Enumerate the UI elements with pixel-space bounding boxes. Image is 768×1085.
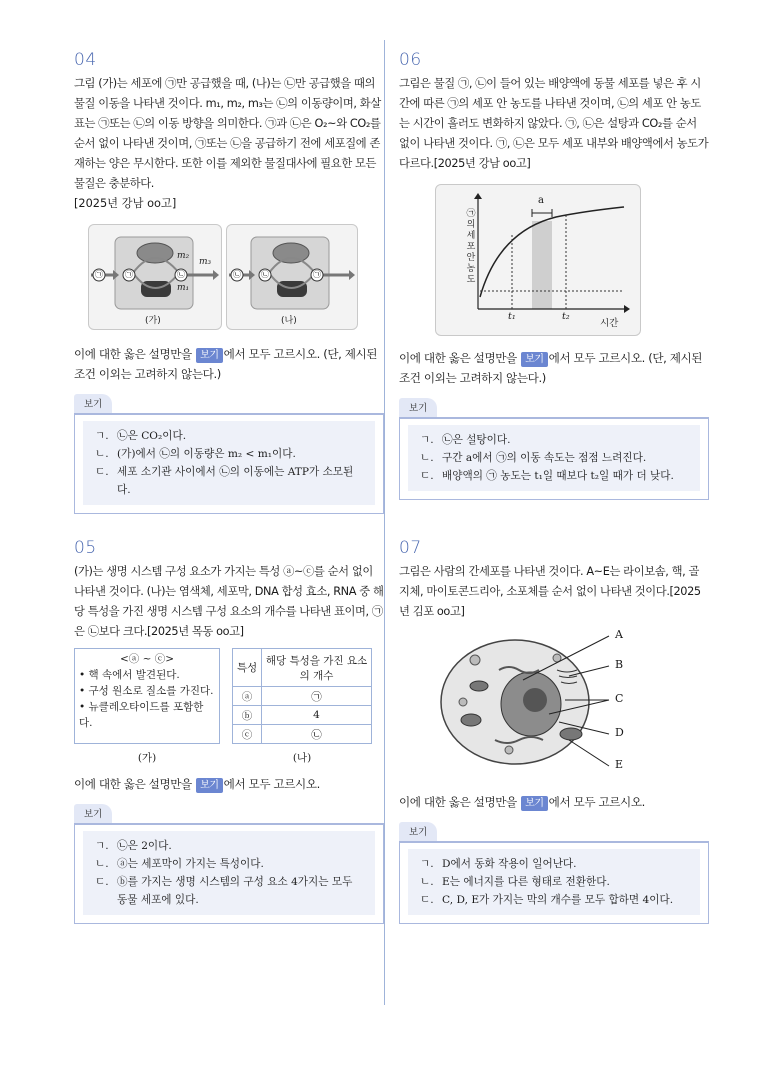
caption-ga: (가) — [145, 316, 161, 326]
bogi-tab: 보기 — [399, 822, 437, 841]
caption-na: (나) — [292, 752, 312, 764]
label-b: ㉡ — [233, 270, 241, 279]
table-cell: ㉠ — [262, 687, 372, 706]
interval-a-label: a — [538, 195, 544, 206]
mitochondrion-icon — [137, 243, 173, 263]
bogi-chip: 보기 — [521, 352, 548, 367]
question-prompt: 이에 대한 옳은 설명만을 보기 에서 모두 고르시오. — [74, 777, 320, 791]
chloroplast-icon — [277, 281, 307, 297]
label-b: ㉡ — [177, 270, 185, 279]
question-06 — [399, 50, 709, 500]
bogi-tab: 보기 — [74, 394, 112, 413]
liver-cell-svg — [439, 630, 699, 780]
bogi-item: ㄷ. ⓑ를 가지는 생명 시스템의 구성 요소 4가지는 모두 동물 세포에 있다. — [95, 876, 353, 906]
figure-panel-na — [226, 224, 358, 330]
table-cell: ⓐ — [233, 687, 262, 706]
question-05 — [74, 538, 384, 924]
liver-cell-figure — [399, 630, 709, 780]
characteristics-title: <ⓐ ~ ⓒ> — [119, 653, 175, 665]
characteristic-item: • 구성 원소로 질소를 가진다. — [79, 685, 214, 697]
mitochondrion-icon — [470, 681, 488, 691]
bogi-item: ㄷ. 세포 소기관 사이에서 ㉡의 이동에는 ATP가 소모된다. — [95, 466, 354, 496]
caption-na: (나) — [281, 316, 297, 326]
bogi-chip: 보기 — [196, 778, 223, 793]
question-source: [2025년 강남 oo고] — [74, 197, 177, 210]
bogi-item: ㄷ. C, D, E가 가지는 막의 개수를 모두 합하면 4이다. — [420, 894, 674, 906]
bogi-chip: 보기 — [196, 348, 223, 363]
bogi-item: ㄴ. ⓐ는 세포막이 가지는 특성이다. — [95, 858, 264, 870]
bogi-box — [74, 802, 384, 924]
bogi-item: ㄴ. (가)에서 ㉡의 이동량은 m₂ < m₁이다. — [95, 448, 296, 460]
bogi-box — [399, 396, 709, 500]
count-table — [232, 648, 372, 744]
y-axis-label: ㉠ 의 세 포 안 농 도 — [466, 209, 476, 285]
figure-transport — [74, 224, 384, 336]
chloroplast-icon — [141, 281, 171, 297]
bogi-item: ㄴ. E는 에너지를 다른 형태로 전환한다. — [420, 876, 610, 888]
question-number: 06 — [399, 50, 422, 70]
question-number: 04 — [74, 50, 97, 70]
label-B: B — [615, 658, 624, 671]
label-C: C — [615, 692, 624, 705]
question-prompt: 이에 대한 옳은 설명만을 보기 에서 모두 고르시오. (단, 제시된 조건 이외는 고려하지 않는다.) — [74, 347, 378, 381]
question-stem: 그림 (가)는 세포에 ㉠만 공급했을 때, (나)는 ㉡만 공급했을 때의 물질 이동을 나타낸 것이다. m₁, m₂, m₃는 ㉡의 이동량이며, 화살표는 ㉠또는 ㉡의 이동 방향을 의미한다. ㉠과 ㉡은 O₂~와 CO₂를 순서 없이 나타낸 것이며, ㉠또는 ㉡을 공급하기 전에 세포질에 존재하는 양은 무시한다. 또한 이를 제외한 물질대사에 필요한 모든 물질은 충분하다. — [74, 77, 381, 190]
nucleolus-icon — [523, 688, 547, 712]
caption-ga: (가) — [137, 752, 157, 764]
interval-a-band — [532, 221, 552, 309]
question-stem: 그림은 사람의 간세포를 나타낸 것이다. A~E는 라이보솜, 핵, 골지체, 마이토콘드리아, 소포체를 순서 없이 나타낸 것이다.[2025년 김포 oo고] — [399, 565, 701, 618]
label-m1: m₁ — [177, 283, 190, 293]
characteristics-box — [74, 648, 220, 744]
label-m3: m₃ — [199, 257, 212, 267]
label-a: ㉠ — [313, 270, 321, 279]
bogi-item: ㄱ. D에서 동화 작용이 일어난다. — [420, 858, 577, 870]
bogi-box — [74, 392, 384, 514]
table-header: 해당 특성을 가진 요소의 개수 — [262, 649, 372, 687]
label-b-inner: ㉡ — [261, 270, 269, 279]
tick-t2: t₂ — [562, 311, 570, 322]
bogi-tab: 보기 — [74, 804, 112, 823]
bogi-chip: 보기 — [521, 796, 548, 811]
bogi-box — [399, 820, 709, 924]
bogi-items — [83, 831, 375, 915]
question-number: 07 — [399, 538, 422, 558]
concentration-graph — [435, 184, 641, 336]
table-cell: ㉡ — [262, 725, 372, 744]
label-D: D — [615, 726, 624, 739]
bogi-items — [408, 425, 700, 491]
mitochondrion-icon — [273, 243, 309, 263]
bogi-item: ㄱ. ㉡은 설탕이다. — [420, 434, 511, 446]
bogi-item: ㄱ. ㉡은 2이다. — [95, 840, 172, 852]
mitochondrion-icon — [560, 728, 582, 740]
label-a-inner: ㉠ — [125, 270, 133, 279]
mitochondrion-icon — [461, 714, 481, 726]
label-E: E — [615, 758, 624, 771]
bogi-item: ㄴ. 구간 a에서 ㉠의 이동 속도는 점점 느려진다. — [420, 452, 647, 464]
question-04 — [74, 50, 384, 514]
question-prompt: 이에 대한 옳은 설명만을 보기 에서 모두 고르시오. — [399, 795, 645, 809]
tick-t1: t₁ — [508, 311, 516, 322]
question-prompt: 이에 대한 옳은 설명만을 보기 에서 모두 고르시오. (단, 제시된 조건 이외는 고려하지 않는다.) — [399, 351, 703, 385]
bogi-item: ㄱ. ㉡은 CO₂이다. — [95, 430, 187, 442]
x-axis-label: 시간 — [600, 318, 619, 329]
characteristic-item: • 뉴클레오타이드를 포함한다. — [79, 701, 204, 729]
label-a: ㉠ — [95, 270, 103, 279]
label-m2: m₂ — [177, 251, 190, 261]
figure-panel-ga — [88, 224, 222, 330]
question-07 — [399, 538, 709, 924]
question-stem: 그림은 물질 ㉠, ㉡이 들어 있는 배양액에 동물 세포를 넣은 후 시간에 따른 ㉠의 세포 안 농도를 나타낸 것이며, ㉡의 세포 안 농도는 시간이 흘러도 변화하지 않았다. ㉠, ㉡은 설탕과 CO₂를 순서 없이 나타낸 것이다. ㉠, ㉡은 모두 세포 내부와 배양액에서 농도가 다르다.[2025년 강남 oo고] — [399, 77, 709, 170]
table-cell: ⓒ — [233, 725, 262, 744]
table-header: 특성 — [233, 649, 262, 687]
bogi-item: ㄷ. 배양액의 ㉠ 농도는 t₁일 때보다 t₂일 때가 더 낮다. — [420, 470, 674, 482]
characteristic-item: • 핵 속에서 발견된다. — [79, 669, 180, 681]
question-stem: (가)는 생명 시스템 구성 요소가 가지는 특성 ⓐ~ⓒ를 순서 없이 나타낸 것이다. (나)는 염색체, 세포막, DNA 합성 효소, RNA 중 해당 특성을 가진 생명 시스템 구성 요소의 개수를 나타낸 표이며, ㉠은 ㉡보다 크다.[2025년 목동 oo고] — [74, 565, 384, 638]
bogi-items — [83, 421, 375, 505]
figure-characteristics — [74, 648, 384, 766]
bogi-tab: 보기 — [399, 398, 437, 417]
label-A: A — [615, 628, 623, 641]
table-cell: 4 — [262, 706, 372, 725]
column-divider — [384, 40, 385, 1005]
table-cell: ⓑ — [233, 706, 262, 725]
bogi-items — [408, 849, 700, 915]
question-number: 05 — [74, 538, 97, 558]
